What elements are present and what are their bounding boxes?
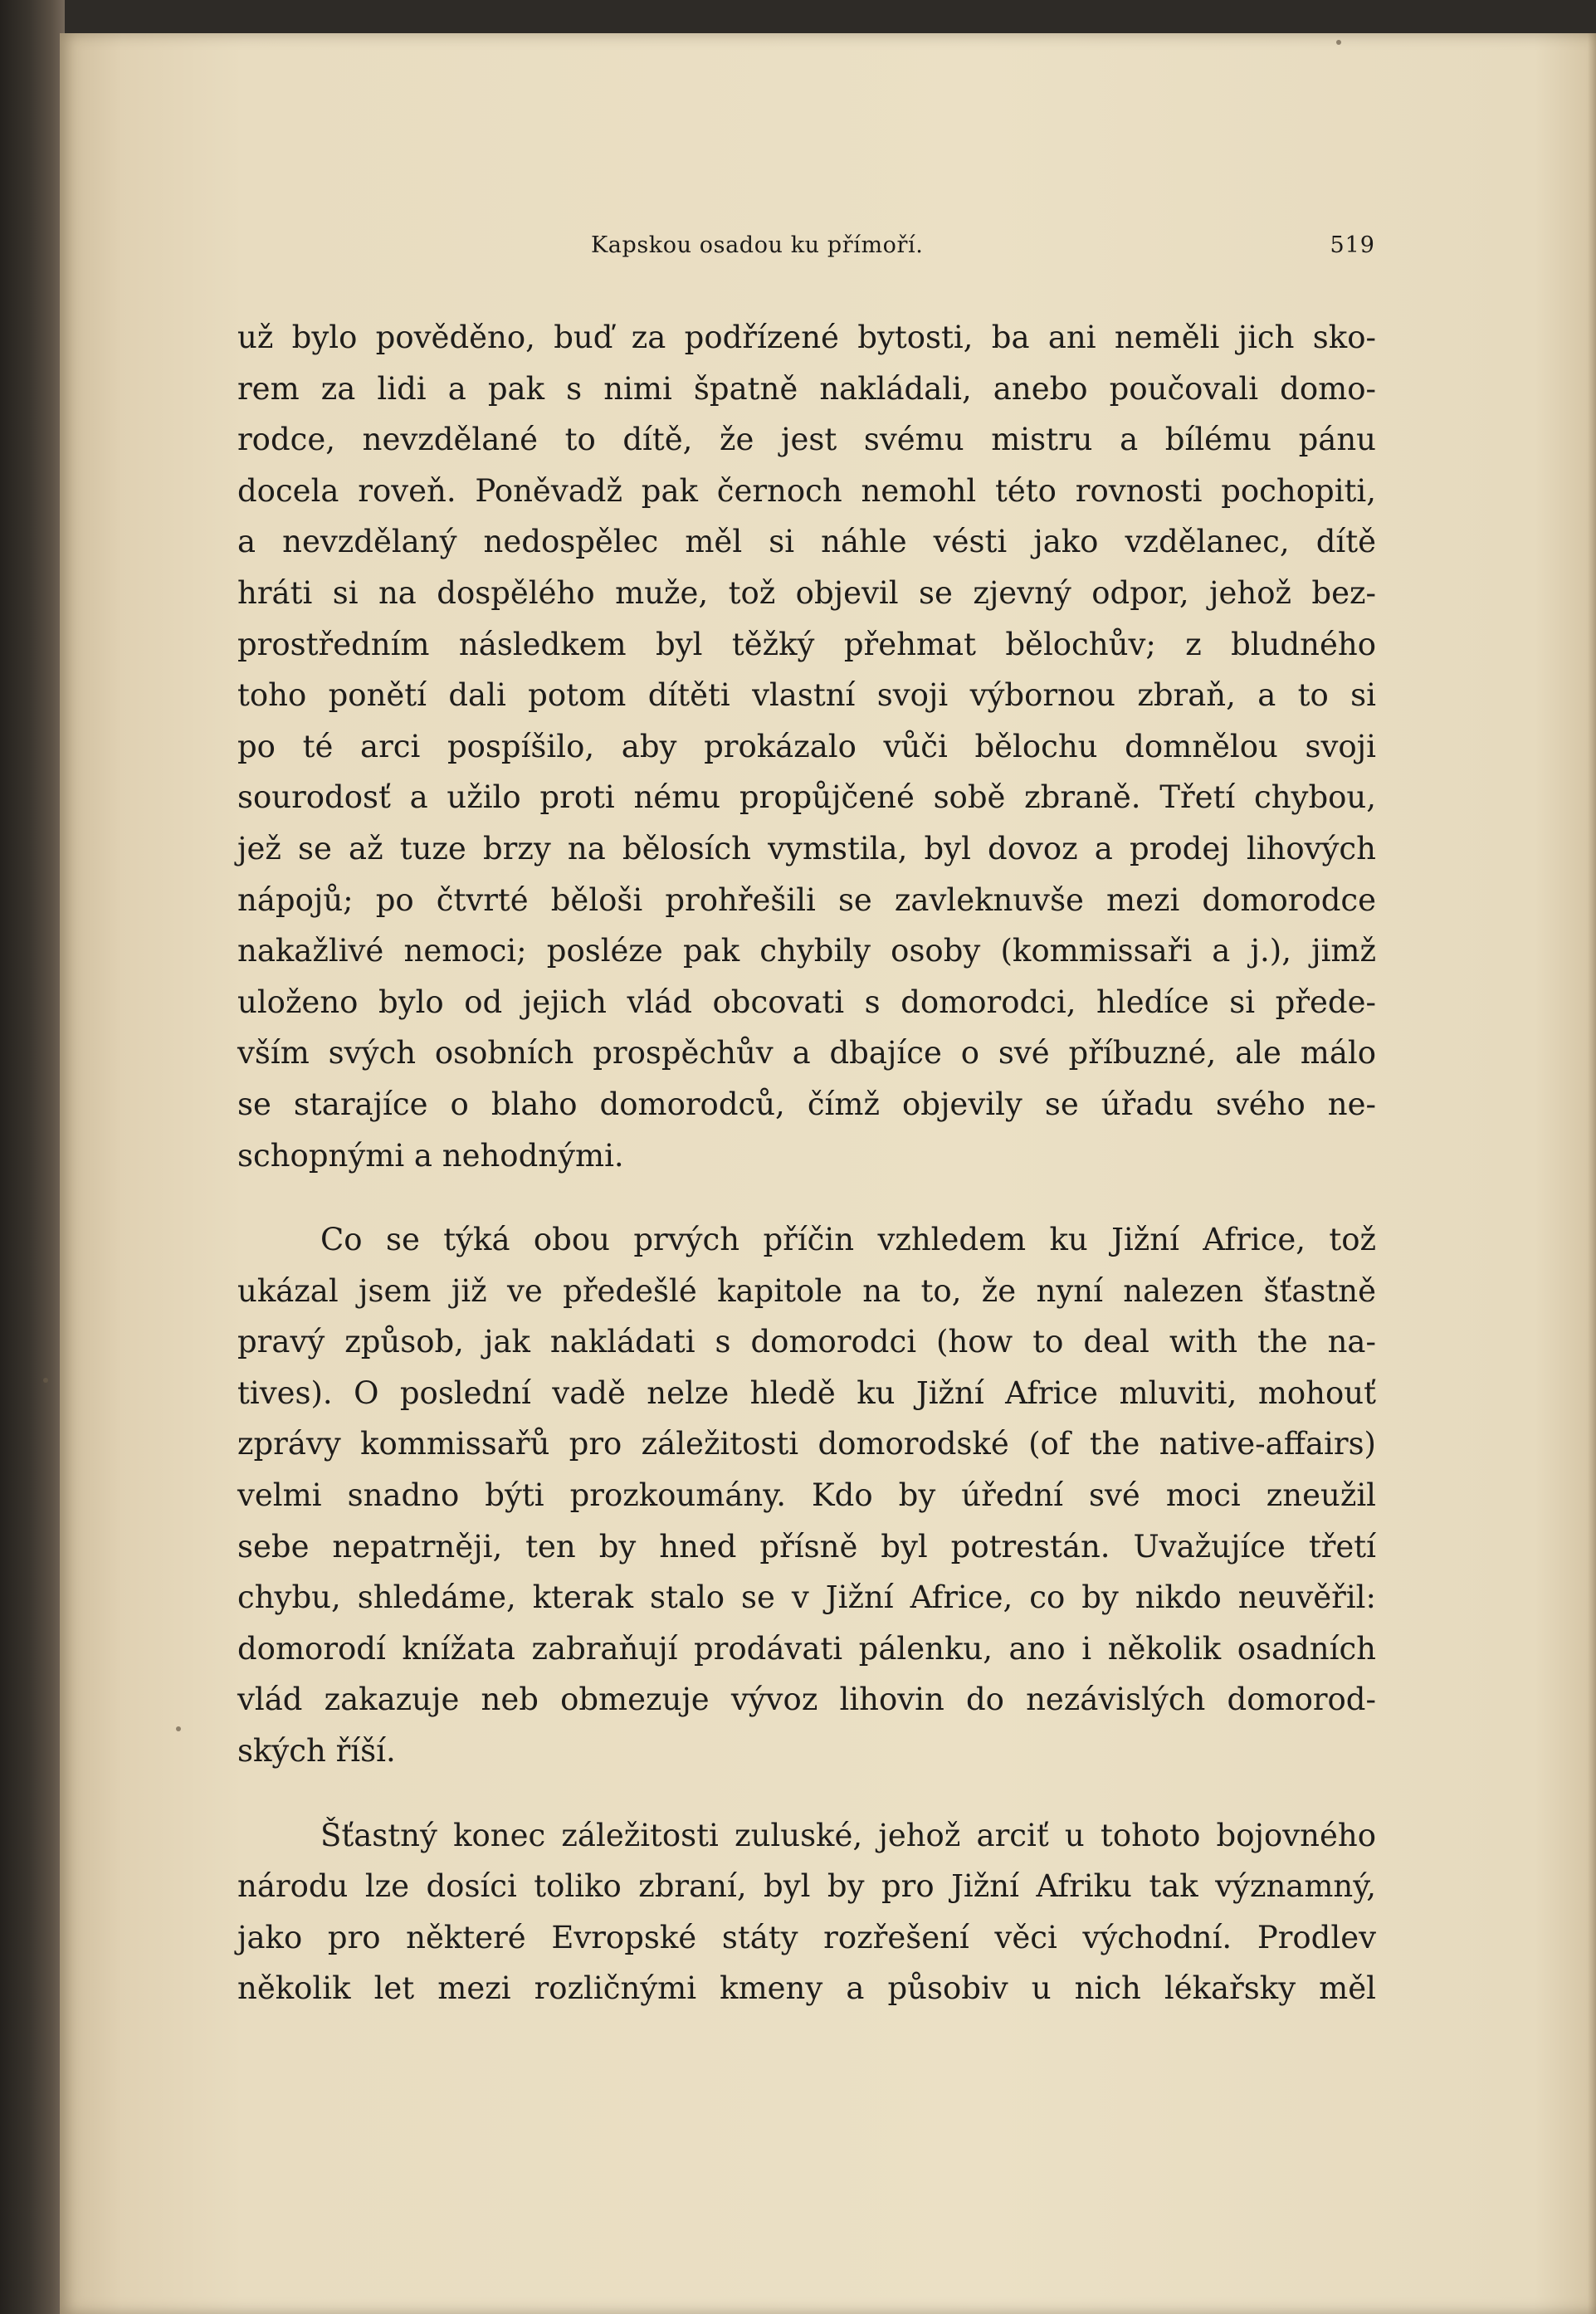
text-line: velmi snadno býti prozkoumány. Kdo by úřední své moci zneužil (237, 1477, 1376, 1514)
text-line: hráti si na dospělého muže, tož objevil se zjevný odpor, jehož bez- (237, 574, 1376, 611)
text-line: už bylo pověděno, buď za podřízené bytosti, ba ani neměli jich sko- (237, 320, 1376, 355)
text-line: sebe nepatrněji, ten by hned přísně byl potrestán. Uvažujíce třetí (237, 1528, 1376, 1565)
text-line: domorodí knížata zabraňují prodávati pálenku, ano i několik osadních (237, 1630, 1376, 1667)
text-line: ukázal jsem již ve předešlé kapitole na to, že nyní nalezen šťastně (237, 1272, 1376, 1309)
text-line: zprávy kommissařů pro záležitosti domorodské (of the native-affairs) (237, 1426, 1376, 1462)
text-line: se starajíce o blaho domorodců, čímž objevily se úřadu svého ne- (237, 1086, 1376, 1122)
page-header (60, 232, 1596, 266)
text-line: rem za lidi a pak s nimi špatně nakládali, anebo poučovali domo- (237, 370, 1376, 407)
text-line: jako pro některé Evropské státy rozřešení věci východní. Prodlev (237, 1919, 1376, 1955)
paper-speck (1336, 40, 1341, 45)
paper-speck (43, 1378, 48, 1383)
book-binding-shadow (0, 0, 65, 2314)
text-line: po té arci pospíšilo, aby prokázalo vůči bělochu domnělou svoji (237, 728, 1376, 764)
text-line: rodce, nevzdělané to dítě, že jest svému mistru a bílému pánu (237, 422, 1376, 458)
paragraph-2 (237, 1214, 1376, 1777)
paragraph-1 (237, 312, 1376, 1181)
text-line: toho ponětí dali potom dítěti vlastní svoji výbornou zbraň, a to si (237, 677, 1376, 714)
body-text (237, 312, 1376, 2014)
text-line: nakažlivé nemoci; posléze pak chybily osoby (kommissaři a j.), jimž (237, 933, 1376, 969)
text-line: národu lze dosíci toliko zbraní, byl by pro Jižní Afriku tak významný, (237, 1868, 1376, 1905)
text-line: prostředním následkem byl těžký přehmat bělochův; z bludného (237, 626, 1376, 662)
text-line: sourodosť a užilo proti nému propůjčené sobě zbraně. Třetí chybou, (237, 779, 1376, 816)
text-line: docela roveň. Poněvadž pak černoch nemohl této rovnosti pochopiti, (237, 472, 1376, 509)
book-page (60, 33, 1596, 2314)
running-head: Kapskou osadou ku přímoří. (591, 232, 924, 258)
text-line: nápojů; po čtvrté běloši prohřešili se zavleknuvše mezi domorodce (237, 881, 1376, 918)
text-line: Co se týká obou prvých příčin vzhledem ku Jižní Africe, tož (320, 1222, 1376, 1258)
text-line: chybu, shledáme, kterak stalo se v Jižní Africe, co by nikdo neuvěřil: (237, 1579, 1376, 1616)
text-line: vším svých osobních prospěchův a dbajíce o své příbuzné, ale málo (237, 1035, 1376, 1072)
text-line: vlád zakazuje neb obmezuje vývoz lihovin do nezávislých domorod- (237, 1682, 1376, 1718)
page-edge (1588, 33, 1596, 2314)
text-line: ských říší. (237, 1733, 396, 1770)
text-line: jež se až tuze brzy na bělosích vymstila, byl dovoz a prodej lihových (237, 830, 1376, 867)
paper-speck (176, 1726, 181, 1731)
text-line: několik let mezi rozličnými kmeny a působiv u nich lékařsky měl (237, 1970, 1376, 2007)
text-line: schopnými a nehodnými. (237, 1137, 624, 1174)
text-line: Šťastný konec záležitosti zuluské, jehož arciť u tohoto bojovného (320, 1817, 1376, 1853)
text-line: tives). O poslední vadě nelze hledě ku Jižní Africe mluviti, mohouť (237, 1374, 1376, 1411)
page-number: 519 (1330, 232, 1375, 258)
text-line: uloženo bylo od jejich vlád obcovati s domorodci, hledíce si přede- (237, 984, 1376, 1020)
text-line: pravý způsob, jak nakládati s domorodci (how to deal with the na- (237, 1324, 1376, 1360)
paragraph-3 (237, 1810, 1376, 2014)
text-line: a nevzdělaný nedospělec měl si náhle vésti jako vzdělanec, dítě (237, 524, 1376, 560)
